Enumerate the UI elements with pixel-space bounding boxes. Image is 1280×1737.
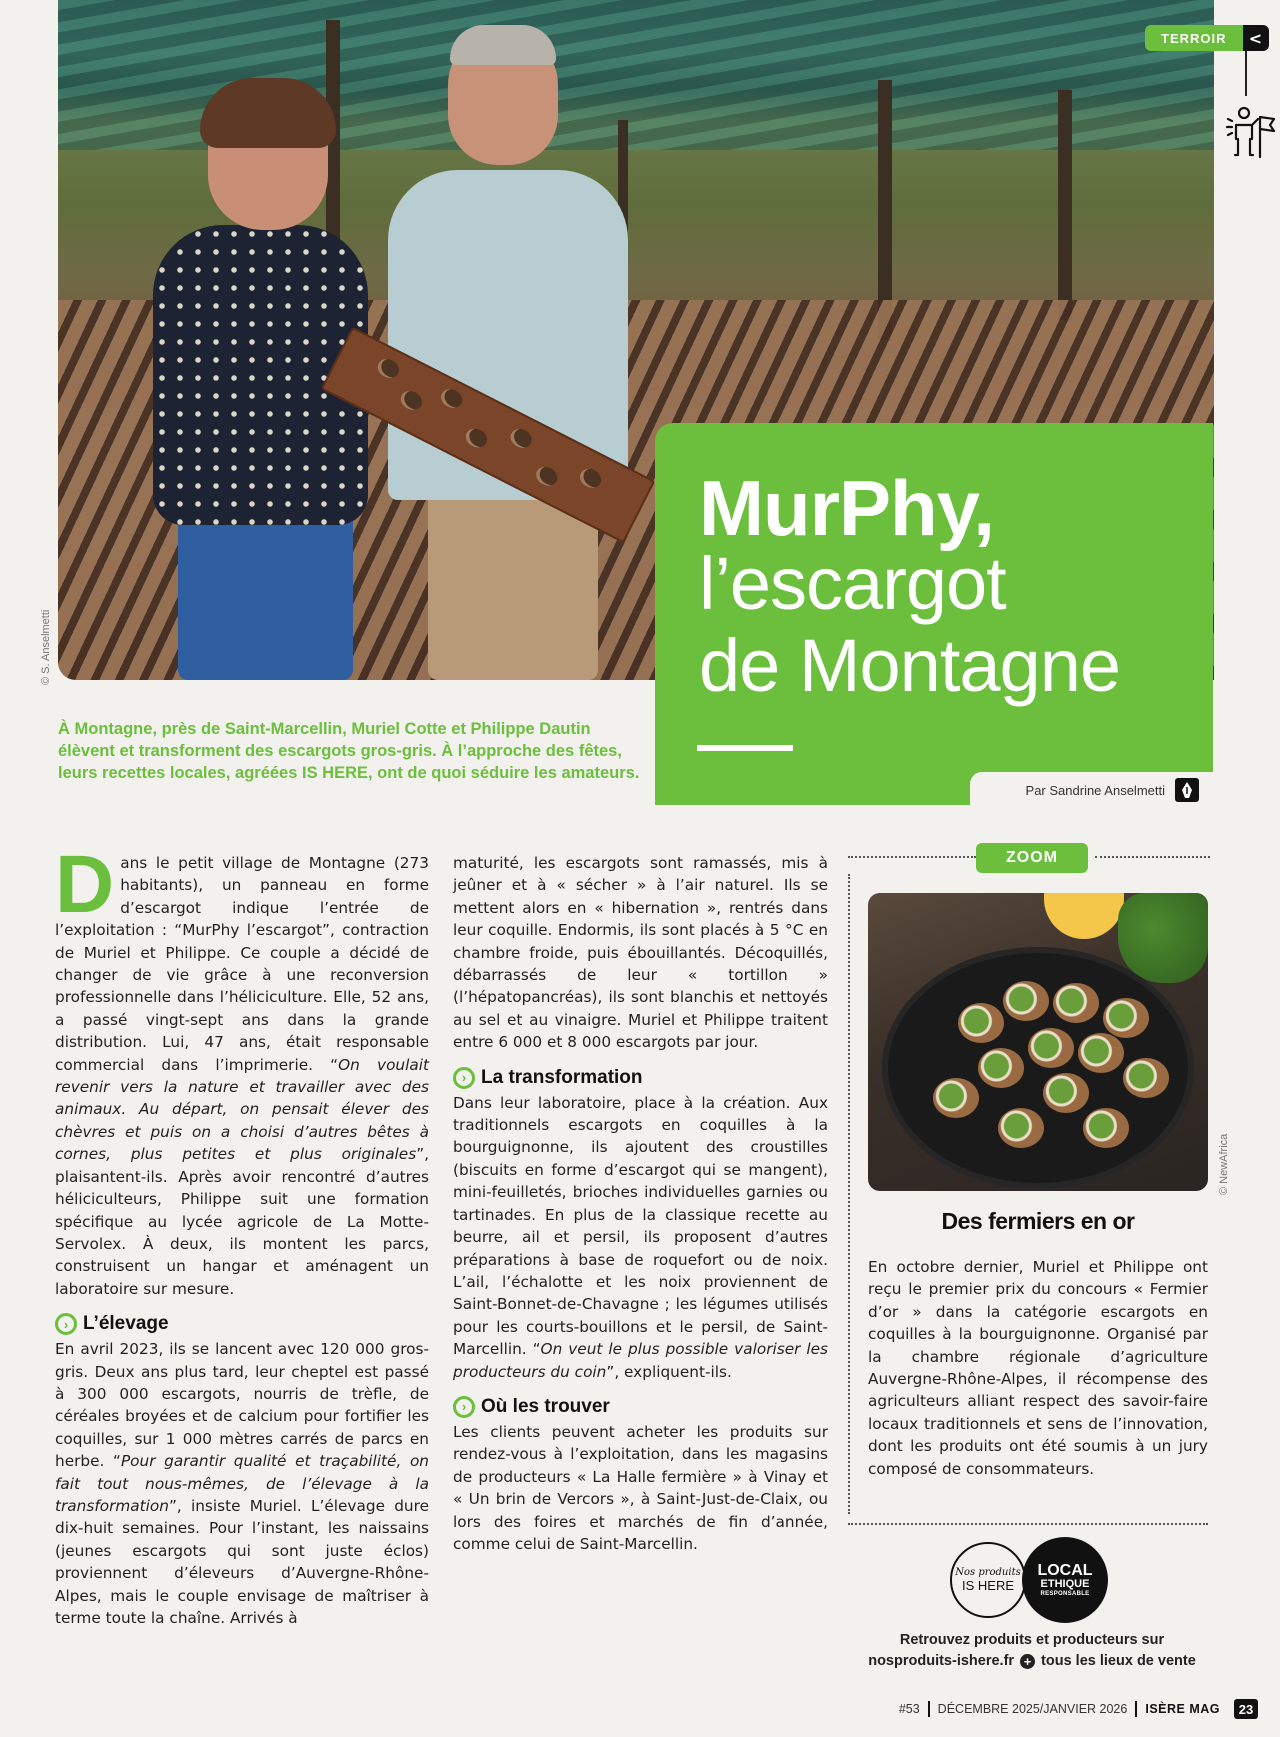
subhead-ou-les-trouver: › Où les trouver [453,1395,828,1419]
title-block [655,423,1213,805]
snail [577,465,605,491]
escargot [1078,1033,1124,1073]
escargot [1043,1073,1089,1113]
escargot [1083,1108,1129,1148]
pen-nib-icon [1175,778,1199,802]
tag-connector-line [1245,51,1247,96]
headline-rule [697,745,793,751]
transformation-paragraph: Dans leur laboratoire, place à la création. Aux traditionnels escargots en coquilles à la bourguignonne, ils ajoutent des croustilles (biscuits en forme d’escargot qui se mangent), mini-feuilletés, brioches individuelles garnies ou tartinades. En plus de la classique recette au beurre, ail et persil, ils proposent d’autres préparations à base de roquefort ou de noix. L’ail, l’échalotte et les noix proviennent de Saint-Bonnet-de-Chavagne ; les légumes utilisés pour les courts-bouillons et le persil, de Saint-Marcellin. “On veut le plus possible valoriser les producteurs du coin”, expliquent-ils. [453,1093,828,1381]
byline [970,772,1213,808]
drop-cap: D [55,839,115,930]
chevron-right-circle-icon: › [55,1313,77,1335]
section-tag[interactable] [1145,25,1269,51]
woman-hair [200,78,336,148]
headline-line-2: l’escargot [699,542,1006,625]
is-here-logo: Nos produits IS HERE [950,1542,1026,1618]
escargot [1028,1028,1074,1068]
subhead-transformation: › La transformation [453,1066,828,1090]
chevron-right-circle-icon: › [453,1067,475,1089]
farmer-flag-icon [1226,105,1276,160]
escargot [1123,1058,1169,1098]
snail [462,425,490,451]
issue-date: DÉCEMBRE 2025/JANVIER 2026 [937,1702,1128,1716]
escargot [933,1078,979,1118]
escargot [978,1048,1024,1088]
photo-credit: © S. Anselmetti [40,609,52,685]
snail [438,385,466,411]
snail [533,463,561,489]
snail [397,387,425,413]
parsley [1118,893,1208,983]
local-ethique-logo: LOCAL ETHIQUE RESPONSABLE [1022,1537,1108,1623]
zoom-badge: ZOOM [976,843,1088,873]
website-link[interactable]: nosproduits-ishere.fr [868,1653,1015,1669]
sidebar-body: En octobre dernier, Muriel et Philippe ont reçu le premier prix du concours « Fermier d’or » dans la catégorie escargots en coquilles à la bourguignonne. Organisé par la chambre régionale d’agriculture Auvergne-Rhône-Alpes, il récompense des agriculteurs alliant respect des savoir-faire locaux traditionnels et sens de l’innovation, dont les produits ont été soumis à un jury composé de consommateurs. [868,1258,1208,1478]
escargot-plate-photo [868,893,1208,1191]
escargot [1053,983,1099,1023]
photo-credit: © NewAfrica [1218,1133,1230,1195]
separator [928,1701,930,1717]
snail [507,425,535,451]
section-label: TERROIR [1145,25,1243,51]
article-column-2 [453,852,828,1555]
lemon [1044,893,1124,939]
snail [374,355,402,381]
find-products-link-line [852,1653,1212,1669]
plus-circle-icon: + [1020,1654,1035,1669]
ou-les-trouver-paragraph: Les clients peuvent acheter les produits sur rendez-vous à l’exploitation, dans les magasins de producteurs « La Halle fermière » à Vinay et « Un brin de Vercors », à Saint-Just-de-Claix, ou lors des foires et marchés de fin d’année, comme celui de Saint-Marcellin. [453,1422,828,1553]
escargot [998,1108,1044,1148]
escargot [1103,998,1149,1038]
headline-line-3: de Montagne [699,624,1121,707]
sidebar-title: Des fermiers en or [941,1208,1135,1234]
man-hair [450,25,556,65]
author-name: Par Sandrine Anselmetti [1025,782,1165,798]
issue-number: #53 [898,1702,920,1716]
subhead-elevage: › L’élevage [55,1312,429,1336]
intro-paragraph: Dans le petit village de Montagne (273 habitants), un panneau en forme d’escargot indique l’entrée de l’exploitation : “MurPhy l’escargot”, contraction de Muriel et Philippe. Ce couple a décidé de changer de vie grâce à une reconversion professionnelle dans l’héliciculture. Elle, 52 ans, a passé vingt-sept ans dans la grande distribution. Lui, 47 ans, était responsable commercial dans l’imprimerie. “On voulait revenir vers la nature et travailler avec des animaux. Au départ, on pensait élever des chèvres et puis on a choisi d’autres bêtes à cornes, plus petites et plus originales”, plaisantent-ils. Après avoir rencontré d’autres héliciculteurs, Philippe suit une formation spécifique au lycée agricole de La Motte-Servolex. À deux, ils montent les parcs, construisent un hangar et aménagent un laboratoire sur mesure. [55,839,429,1298]
elevage-paragraph-start: En avril 2023, ils se lancent avec 120 000 gros-gris. Deux ans plus tard, leur cheptel est passé à 300 000 escargots, nourris de trèfle, de céréales broyées et de calcium pour fortifier les coquilles, sur 1 000 mètres carrés de parcs en herbe. “Pour garantir qualité et traçabilité, on fait tout nous-mêmes, de l’élevage à la transformation”, insiste Muriel. L’élevage dure dix-huit semaines. Pour l’instant, les naissains (jeunes escargots qui sont juste éclos) proviennent d’éleveurs d’Auvergne-Rhône-Alpes, mais le couple envisage de maîtriser à terme toute la chaîne. Arrivés à [55,1340,430,1627]
separator [1135,1701,1137,1717]
elevage-paragraph-cont: maturité, les escargots sont ramassés, mis à jeûner et à « sécher » à l’air naturel. Ils se mettent alors en « hibernation », rentrés dans leur coquille. Endormis, ils sont placés à 5 °C en chambre froide, puis ébouillantés. Décoquillés, débarrassés de leur « tortillon » (l’hépatopancréas), ils sont blanchis et nettoyés au sel et au vinaigre. Muriel et Philippe traitent entre 6 000 et 8 000 escargots par jour. [453,854,828,1052]
page-number: 23 [1234,1699,1258,1719]
chevron-right-circle-icon: › [453,1396,475,1418]
page-footer [899,1699,1258,1719]
find-rest-text: tous les lieux de vente [1041,1653,1196,1669]
wooden-post [1058,90,1072,320]
sidebar-border [848,1523,1208,1525]
magazine-name: ISÈRE MAG [1145,1702,1220,1716]
article-column-1 [55,839,430,1629]
chevron-left-icon[interactable]: < [1243,25,1269,51]
find-products-text: Retrouvez produits et producteurs sur [899,1632,1165,1648]
escargot [958,1003,1004,1043]
sidebar-border [1095,856,1210,858]
escargot [1003,981,1049,1021]
headline-line-1: MurPhy, [699,464,994,552]
lead-paragraph: À Montagne, près de Saint-Marcellin, Muriel Cotte et Philippe Dautin élèvent et transforment des escargots gros-gris. À l’approche des fêtes, leurs recettes locales, agréées IS HERE, ont de quoi séduire les amateurs. [58,720,640,782]
sidebar-border [848,856,976,858]
sidebar-border [848,874,850,1514]
